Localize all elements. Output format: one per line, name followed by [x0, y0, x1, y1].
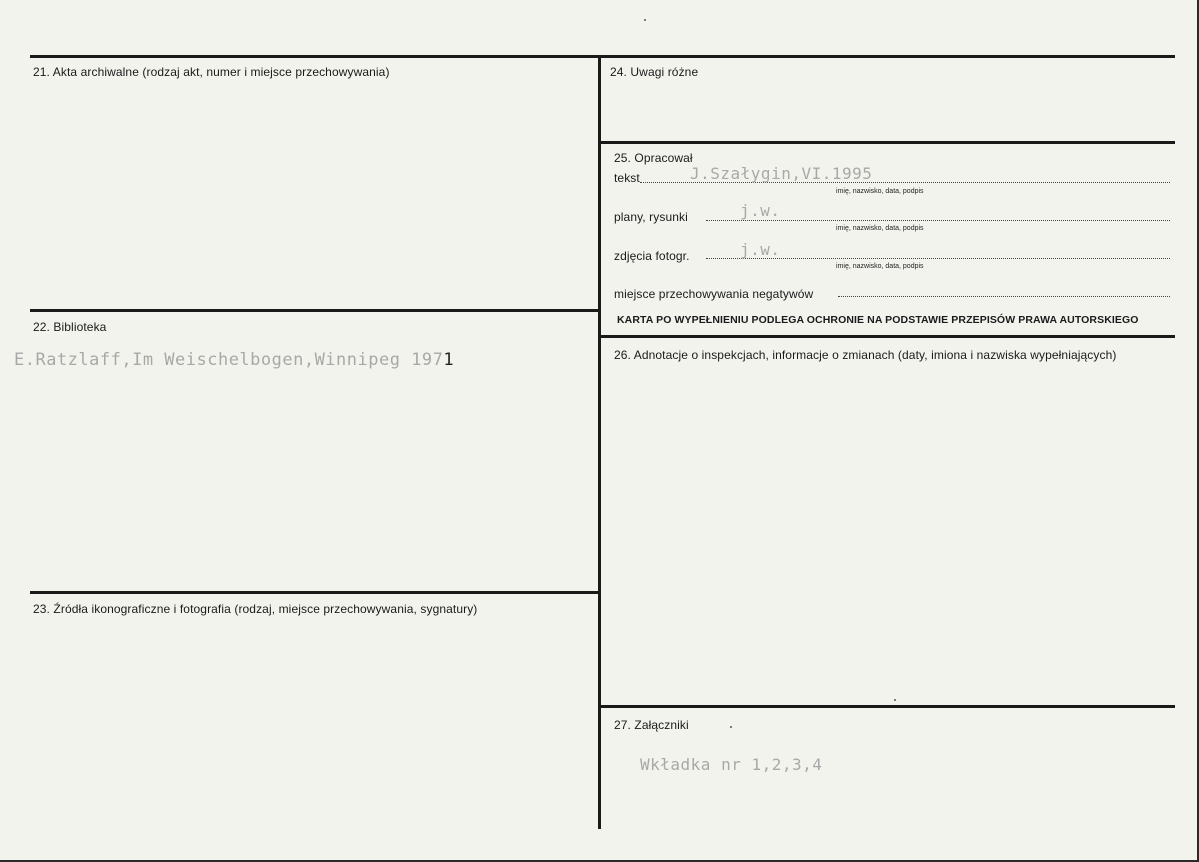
negatywy-label: miejsce przechowywania negatywów — [614, 287, 814, 301]
divider-22-23 — [30, 591, 600, 594]
zdjecia-label: zdjęcia fotogr. — [614, 249, 690, 263]
section-21-label: 21. Akta archiwalne (rodzaj akt, numer i miejsce przechowywania) — [33, 65, 390, 79]
zdjecia-hint: imię, nazwisko, data, podpis — [836, 263, 924, 270]
section-27-label: 27. Załączniki — [614, 718, 689, 732]
library-entry — [14, 350, 454, 370]
section-23-label: 23. Źródła ikonograficzne i fotografia (rodzaj, miejsce przechowywania, sygnatury) — [33, 602, 478, 616]
scan-speck — [894, 699, 896, 701]
divider-top — [30, 55, 1175, 58]
section-25-label: 25. Opracował — [614, 151, 693, 165]
plany-label: plany, rysunki — [614, 210, 688, 224]
tekst-value: J.Szałygin,VI.1995 — [690, 164, 873, 183]
divider-21-22 — [30, 309, 600, 312]
plany-hint: imię, nazwisko, data, podpis — [836, 225, 924, 232]
negatywy-line — [838, 296, 1170, 297]
library-entry-main: E.Ratzlaff,Im Weischelbogen,Winnipeg 19 — [14, 350, 433, 370]
divider-24-25 — [600, 141, 1175, 144]
tekst-hint: imię, nazwisko, data, podpis — [836, 188, 924, 195]
library-entry-faint-digit: 7 — [432, 350, 444, 370]
section-26-label: 26. Adnotacje o inspekcjach, informacje o zmianach (daty, imiona i nazwiska wypełniających) — [614, 348, 1117, 362]
scan-speck — [730, 726, 732, 728]
plany-line — [706, 220, 1170, 221]
tekst-label: tekst — [614, 171, 640, 185]
section-22-label: 22. Biblioteka — [33, 320, 107, 334]
divider-25-26 — [600, 335, 1175, 338]
library-entry-dark-digit: 1 — [443, 350, 455, 370]
divider-26-27 — [600, 705, 1175, 708]
section-24-label: 24. Uwagi różne — [610, 65, 699, 79]
divider-center — [598, 55, 601, 829]
plany-value: j.w. — [740, 201, 781, 220]
copyright-notice: KARTA PO WYPEŁNIENIU PODLEGA OCHRONIE NA PODSTAWIE PRZEPISÓW PRAWA AUTORSKIEGO — [617, 314, 1139, 326]
scan-speck — [644, 19, 646, 21]
attachments-value: Wkładka nr 1,2,3,4 — [640, 755, 823, 774]
zdjecia-value: j.w. — [740, 240, 781, 259]
